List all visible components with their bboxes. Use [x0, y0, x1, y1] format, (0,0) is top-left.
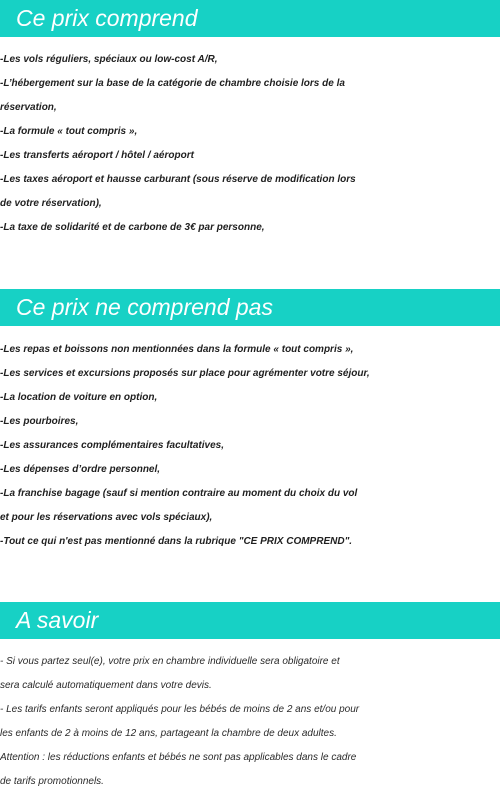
section-header — [0, 602, 500, 639]
list-item: -Les assurances complémentaires facultatives, — [0, 440, 224, 451]
list-item: -L’hébergement sur la base de la catégorie de chambre choisie lors de la — [0, 78, 345, 89]
list-item: de tarifs promotionnels. — [0, 776, 104, 787]
list-item: -Les pourboires, — [0, 416, 79, 427]
section-header — [0, 289, 500, 326]
list-item: -Les dépenses d’ordre personnel, — [0, 464, 161, 475]
list-item: - Si vous partez seul(e), votre prix en chambre individuelle sera obligatoire et — [0, 656, 340, 667]
included-list — [0, 48, 500, 240]
list-item: -La location de voiture en option, — [0, 392, 158, 403]
section-header — [0, 0, 500, 37]
list-item: -Tout ce qui n'est pas mentionné dans la rubrique "CE PRIX COMPREND". — [0, 536, 353, 547]
list-item: -La franchise bagage (sauf si mention contraire au moment du choix du vol — [0, 488, 358, 499]
excluded-list — [0, 338, 500, 554]
list-item: -Les vols réguliers, spéciaux ou low-cost A/R, — [0, 54, 218, 65]
section-title: Ce prix ne comprend pas — [16, 294, 273, 320]
list-item: de votre réservation), — [0, 198, 102, 209]
section-price-excludes — [0, 289, 500, 554]
list-item: sera calculé automatiquement dans votre devis. — [0, 680, 212, 691]
list-item: Attention : les réductions enfants et bébés ne sont pas applicables dans le cadre — [0, 752, 357, 763]
section-title: Ce prix comprend — [16, 5, 198, 31]
list-item: les enfants de 2 à moins de 12 ans, partageant la chambre de deux adultes. — [0, 728, 337, 739]
list-item: réservation, — [0, 102, 57, 113]
list-item: et pour les réservations avec vols spéciaux), — [0, 512, 213, 523]
section-title: A savoir — [16, 607, 99, 633]
list-item: -La taxe de solidarité et de carbone de 3€ par personne, — [0, 222, 265, 233]
section-price-includes — [0, 0, 500, 240]
list-item: -Les repas et boissons non mentionnées dans la formule « tout compris », — [0, 344, 354, 355]
list-item: -Les transferts aéroport / hôtel / aéroport — [0, 150, 194, 161]
list-item: - Les tarifs enfants seront appliqués pour les bébés de moins de 2 ans et/ou pour — [0, 704, 360, 715]
list-item: -La formule « tout compris », — [0, 126, 138, 137]
section-good-to-know — [0, 602, 500, 794]
list-item: -Les services et excursions proposés sur place pour agrémenter votre séjour, — [0, 368, 370, 379]
info-list — [0, 650, 500, 794]
list-item: -Les taxes aéroport et hausse carburant (sous réserve de modification lors — [0, 174, 356, 185]
